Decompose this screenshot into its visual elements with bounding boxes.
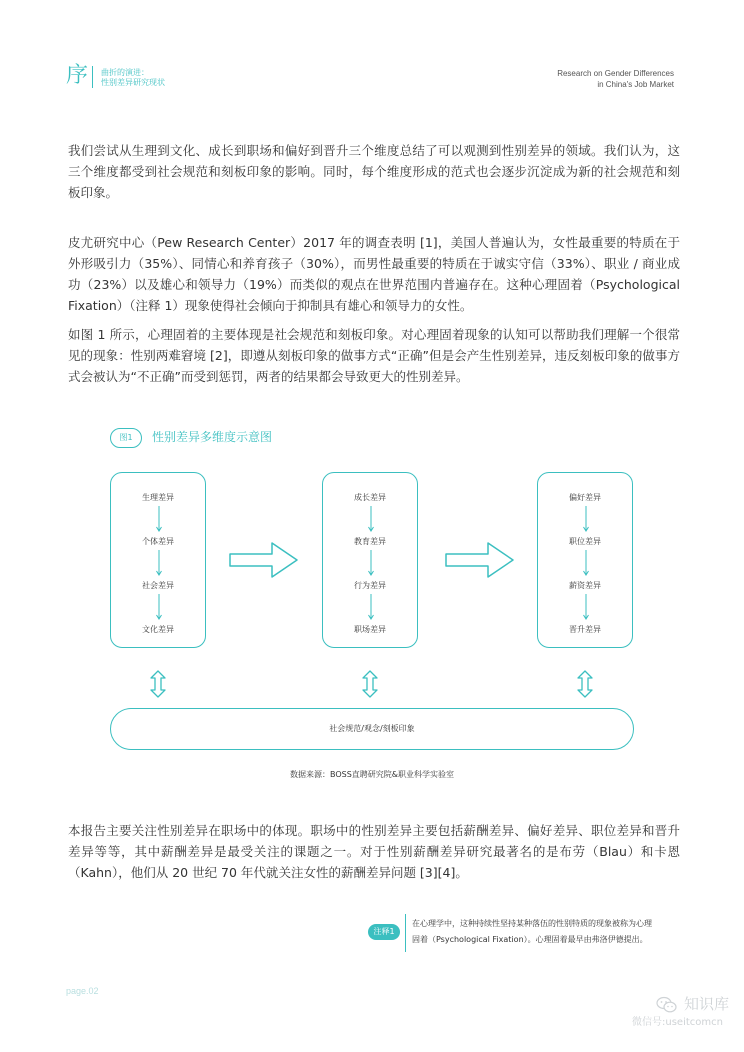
arrow-down-icon [156, 550, 162, 576]
body-paragraph-3: 如图 1 所示，心理固着的主要体现是社会规范和刻板印象。对心理固着现象的认知可以帮助我们理解一个很常见的现象：性别两难窘境 [2]，即遵从刻板印象的做事方式“正确”但是会产生性别差异，违反刻板印象的做事方式会被认为“不正确”而受到惩罚，两者的结果都会导致更大的性别差异。 [68, 327, 680, 384]
box-item: 成长差异 [354, 493, 386, 502]
note-text-line1: 在心理学中，这种持续性坚持某种落伍的性别特质的现象被称为心理 [412, 919, 652, 928]
arrow-down-icon [156, 506, 162, 532]
box-item: 职场差异 [354, 625, 386, 634]
box-item: 教育差异 [354, 537, 386, 546]
body-paragraph-2: 皮尤研究中心（Pew Research Center）2017 年的调查表明 [1]，美国人普遍认为，女性最重要的特质在于外形吸引力（35%）、同情心和养育孩子（30%），而男性最重要的特质在于诚实守信（33%）、职业 / 商业成功（23%）以及雄心和领导力（19%）而类似的观点在世界范围内普遍存在。这种心理固着（Psychological Fixation）（注释 1）现象使得社会倾向于抑制具有雄心和领导力的女性。 [68, 235, 680, 313]
page-number: page.02 [66, 986, 99, 996]
header-english-line1: Research on Gender Differences [557, 69, 674, 78]
box-item: 社会差异 [142, 581, 174, 590]
watermark-account: 微信号:useitcomcn [632, 1017, 723, 1028]
box-item: 行为差异 [354, 581, 386, 590]
header-english-line2: in China's Job Market [597, 80, 674, 89]
box-item: 个体差异 [142, 537, 174, 546]
box-item: 偏好差异 [569, 493, 601, 502]
body-paragraph-4: 本报告主要关注性别差异在职场中的体现。职场中的性别差异主要包括薪酬差异、偏好差异、职位差异和晋升差异等等，其中薪酬差异是最受关注的课题之一。对于性别薪酬差异研究最著名的是布劳（Blau）和卡恩（Kahn），他们从 20 世纪 70 年代就关注女性的薪酬差异问题 [3][4]。 [68, 823, 680, 880]
note-text [412, 916, 682, 948]
arrow-down-icon [156, 594, 162, 620]
dimension-box-preference-promotion [537, 472, 633, 648]
header-subtitle-line1: 曲折的演进： [101, 68, 149, 77]
box-item: 晋升差异 [569, 625, 601, 634]
box-item: 生理差异 [142, 493, 174, 502]
box-item: 职位差异 [569, 537, 601, 546]
arrow-down-icon [368, 550, 374, 576]
note-badge: 注释1 [368, 924, 400, 940]
wechat-icon [656, 996, 678, 1014]
figure-badge: 图1 [110, 428, 142, 448]
double-arrow-icon [149, 670, 167, 698]
box-item: 文化差异 [142, 625, 174, 634]
section-char: 序 [66, 63, 89, 88]
note-divider [405, 914, 406, 952]
header-divider [92, 66, 93, 88]
arrow-right-icon [444, 540, 516, 580]
box-item: 薪资差异 [569, 581, 601, 590]
arrow-down-icon [368, 594, 374, 620]
double-arrow-icon [361, 670, 379, 698]
double-arrow-icon [576, 670, 594, 698]
figure-title: 性别差异多维度示意图 [152, 430, 273, 444]
dimension-box-physiology-culture [110, 472, 206, 648]
dimension-box-growth-workplace [322, 472, 418, 648]
figure-source: 数据来源：BOSS直聘研究院&职业科学实验室 [289, 770, 455, 779]
note-text-line2: 固着（Psychological Fixation）。心理固着最早由弗洛伊德提出。 [412, 935, 648, 944]
social-norms-box: 社会规范/观念/刻板印象 [110, 708, 634, 750]
arrow-down-icon [583, 506, 589, 532]
watermark-name: 知识库 [684, 995, 730, 1013]
body-paragraph-1: 我们尝试从生理到文化、成长到职场和偏好到晋升三个维度总结了可以观测到性别差异的领域。我们认为，这三个维度都受到社会规范和刻板印象的影响。同时，每个维度形成的范式也会逐步沉淀成为新的社会规范和刻板印象。 [68, 143, 680, 200]
header-subtitle-line2: 性别差异研究现状 [101, 78, 165, 87]
arrow-down-icon [368, 506, 374, 532]
arrow-down-icon [583, 594, 589, 620]
arrow-down-icon [583, 550, 589, 576]
arrow-right-icon [228, 540, 300, 580]
